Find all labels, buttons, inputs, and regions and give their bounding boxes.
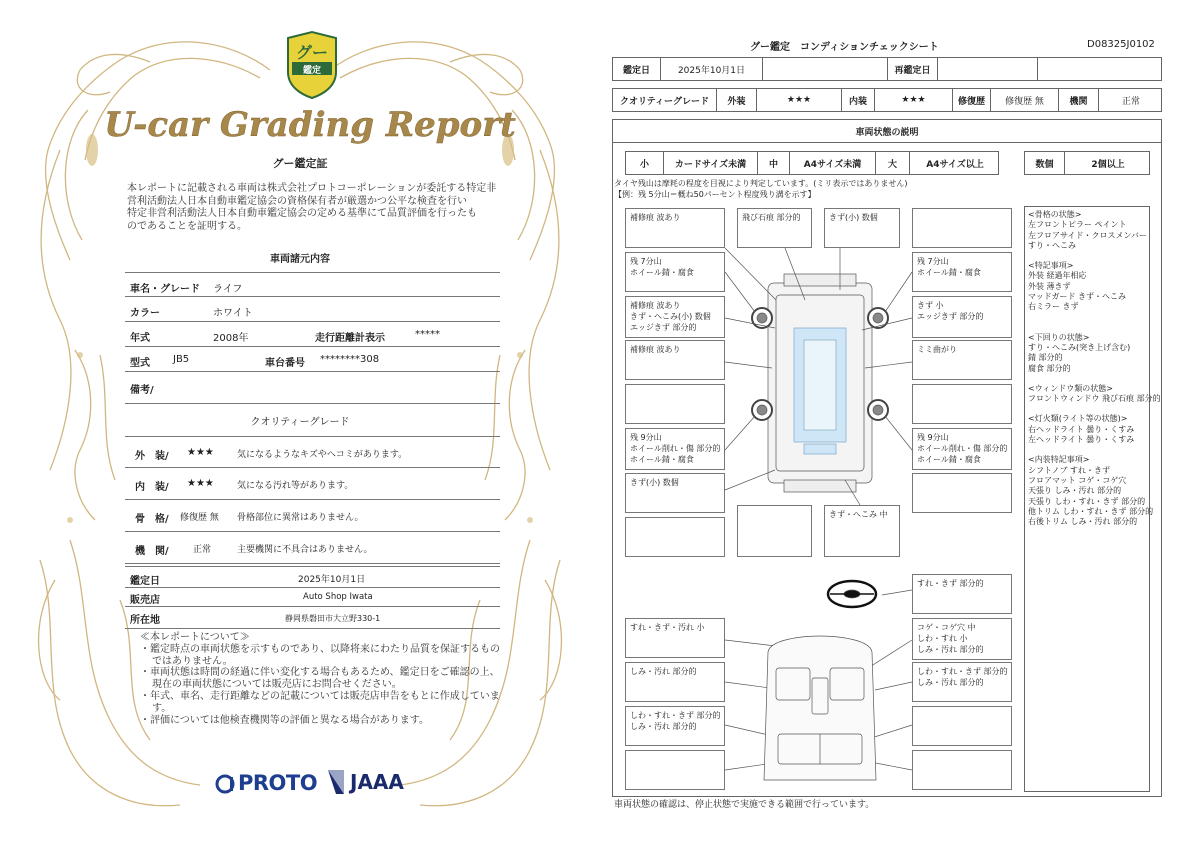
damage-box-right-front-seat: しわ・すれ・きず 部分的 しみ・汚れ 部分的 <box>912 662 1012 702</box>
damage-box-trim-left <box>625 750 725 790</box>
damage-box-rear-glass <box>737 505 812 557</box>
damage-box-back-door: きず・へこみ 中 <box>824 505 900 557</box>
quality-row-frame: 骨 格/ 修復歴 無 骨格部位に異常はありません。 <box>125 500 500 532</box>
damage-box-front-right-tire: 残 7分山 ホイール錆・腐食 <box>912 252 1012 292</box>
damage-box-rear-right <box>912 473 1012 513</box>
damage-box-rear-left-door: 補修痕 波あり <box>625 340 725 380</box>
report-notes: ≪本レポートについて≫ ・鑑定時点の車両状態を示すものであり、以降将来にわたり品質を保証するものではありません。 ・車両状態は時間の経過に伴い変化する場合もあるため、鑑定日をご確認の上、現在の車両状態については販売店にお問合せください。 ・年式、車名、走行距離などの記載については販売店申告をもとに作成しています。 ・評価については他検査機関等の評価と異なる場合があります。 <box>140 632 500 726</box>
spec-row-color: カラー ホワイト <box>125 297 500 322</box>
damage-box-rear-seat-left: しわ・すれ・きず 部分的 しみ・汚れ 部分的 <box>625 706 725 746</box>
proto-logo-icon <box>214 773 236 795</box>
tire-note: タイヤ残山は摩耗の程度を目視により判定しています。(ミリ表示ではありません) 【例：残 5分山＝概ね50パーセント程度残り溝を示す】 <box>614 179 908 199</box>
appraisal-date-row: 鑑定日 2025年10月1日 <box>125 566 500 588</box>
damage-box-rear-right-door: ミミ曲がり <box>912 340 1012 380</box>
svg-text:U-car Grading Report: U-car Grading Report <box>104 105 516 145</box>
damage-box-front-right-door: きず 小 エッジきず 部分的 <box>912 296 1012 338</box>
sheet-code: D08325J0102 <box>1087 39 1155 50</box>
quality-row-engine: 機 関/ 正常 主要機関に不具合はありません。 <box>125 532 500 564</box>
damage-box-front-right <box>912 208 1012 248</box>
damage-box-rear-right-tire: 残 9分山 ホイール削れ・傷 部分的 ホイール錆・腐食 <box>912 428 1012 470</box>
quality-row-interior: 内 装/ ★★★ 気になる汚れ等があります。 <box>125 468 500 500</box>
cert-text: 本レポートに記載される車両は株式会社プロトコーポレーションが委託する特定非 営利活動法人日本自動車鑑定協会の資格保有者が厳選かつ公平な検査を行い 特定非営利活動法人日本自動車鑑定協会の定める基準にて品質評価を行ったも のであることを証明する。 <box>127 183 497 232</box>
damage-box-steering: すれ・きず 部分的 <box>912 574 1012 614</box>
quality-row-exterior: 外 装/ ★★★ 気になるようなキズやヘコミがあります。 <box>125 436 500 468</box>
spec-row-year: 年式 2008年 走行距離計表示 ***** <box>125 322 500 347</box>
footnote: 車両状態の確認は、停止状態で実施できる範囲で行っています。 <box>614 800 875 810</box>
svg-text:鑑定: 鑑定 <box>302 66 322 76</box>
proto-logo: PROTO <box>238 771 318 795</box>
jaaa-logo-icon <box>326 768 346 796</box>
appraisal-shop-row: 販売店 Auto Shop Iwata <box>125 588 500 607</box>
damage-box-front-left-tire: 残 7分山 ホイール錆・腐食 <box>625 252 725 292</box>
damage-box-ceiling: すれ・きず・汚れ 小 <box>625 618 725 658</box>
damage-box-front-left-fender: 補修痕 波あり <box>625 208 725 248</box>
damage-box-front-left-door: 補修痕 波あり きず・へこみ(小) 数個 エッジきず 部分的 <box>625 296 725 338</box>
damage-box-right-quarter <box>912 384 1012 424</box>
goo-kantei-badge <box>288 32 336 98</box>
damage-box-rear-left: きず(小) 数個 <box>625 473 725 513</box>
quality-heading: クオリティーグレード <box>250 417 350 428</box>
damage-box-rear-seat-right <box>912 706 1012 746</box>
quality-grade-table: クオリティーグレード 外装 ★★★ 内装 ★★★ 修復歴 修復歴 無 機関 正常 <box>612 88 1162 112</box>
damage-box-rear-left-tire: 残 9分山 ホイール削れ・傷 部分的 ホイール錆・腐食 <box>625 428 725 470</box>
cert-heading: グー鑑定証 <box>272 157 328 170</box>
spec-row-name: 車名・グレード ライフ <box>125 272 500 297</box>
condition-notes: <骨格の状態> 左フロントピラー ペイント 左フロアサイド・クロスメンバー すり・へこみ <特記事項> 外装 経過年相応 外装 薄きず マッドガード きず・へこみ 右ミラー きず <下回りの状態> すり・へこみ(突き上げ含む) 錆 部分的 腐食 部分的 <ウィンドウ類の状態> フロントウィンドウ 飛び石痕 部分的 <灯火類(ライト等の状態)> 右ヘッドライト 曇り・くすみ 左ヘッドライト 曇り・くすみ <内装特記事項> シフトノブ すれ・きず フロアマット コゲ・コゲ穴 天張り しみ・汚れ 部分的 天張り しわ・すれ・きず 部分的 他トリム しわ・すれ・きず 部分的 右後トリム しみ・汚れ 部分的 <box>1028 210 1161 527</box>
size-legend: 小 カードサイズ未満 中 A4サイズ未満 大 A4サイズ以上 <box>625 151 999 175</box>
jaaa-logo: JAAA <box>350 770 404 794</box>
damage-box-windshield: 飛び石痕 部分的 <box>737 208 812 248</box>
spec-heading: 車両諸元内容 <box>270 254 330 265</box>
damage-box-rear-bumper-left <box>625 517 725 557</box>
damage-box-front-bumper: きず(小) 数個 <box>824 208 900 248</box>
appraisal-address-row: 所在地 静岡県磐田市大立野330-1 <box>125 607 500 629</box>
damage-box-trim-right <box>912 750 1012 790</box>
spec-row-model: 型式 JB5 車台番号 ********308 <box>125 347 500 372</box>
section-title: 車両状態の説明 <box>612 119 1162 143</box>
damage-box-left-front-seat: しみ・汚れ 部分的 <box>625 662 725 702</box>
appraisal-date-table: 鑑定日 2025年10月1日 再鑑定日 <box>612 57 1162 81</box>
damage-box-floor-mat: コゲ・コゲ穴 中 しわ・すれ 小 しみ・汚れ 部分的 <box>912 618 1012 660</box>
condition-check-sheet <box>600 0 1200 848</box>
sheet-title: グー鑑定 コンディションチェックシート <box>750 42 939 53</box>
count-legend: 数個 2個以上 <box>1024 151 1150 175</box>
svg-text:グー: グー <box>295 43 329 62</box>
damage-box-left-quarter <box>625 384 725 424</box>
spec-row-remarks: 備考/ <box>125 372 500 404</box>
script-title <box>104 98 516 148</box>
